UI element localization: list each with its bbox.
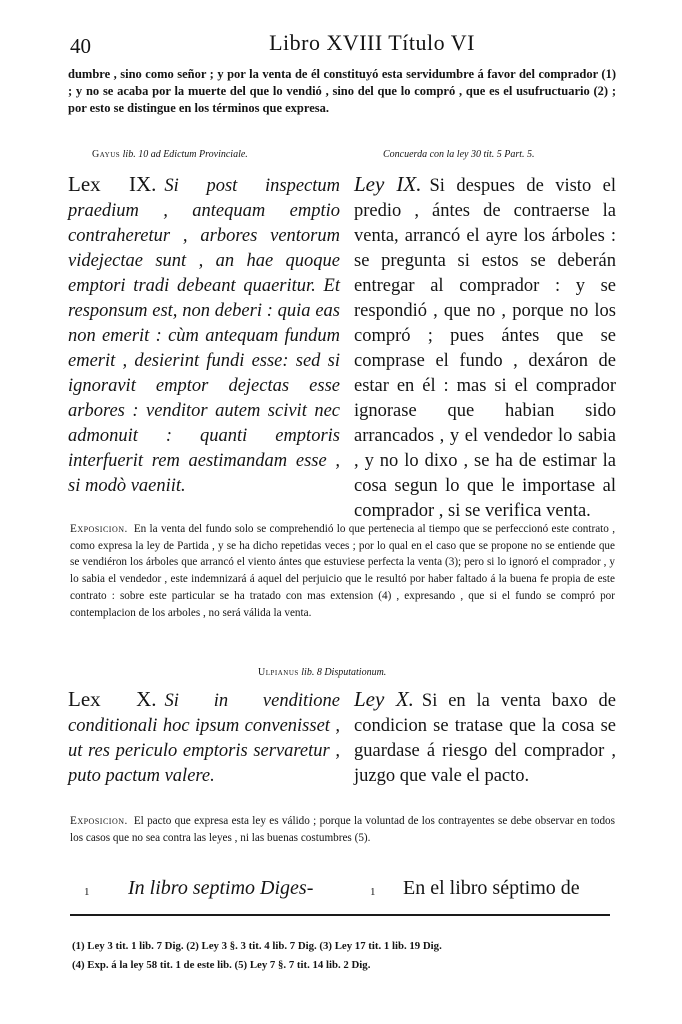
- exposition-label: Exposicion.: [70, 523, 128, 535]
- page-number: 40: [70, 34, 91, 58]
- spanish-law-number: Ley IX.: [354, 172, 422, 196]
- paragraph-number-latin: 1: [84, 886, 90, 898]
- exposition-paragraph: [70, 813, 615, 846]
- latin-law-column: [68, 687, 340, 789]
- paragraph-number-spanish: 1: [370, 886, 376, 898]
- spanish-law-text: Si en la venta baxo de condicion se tratase que la cosa se guardase á riesgo del comprador , juzgo que vale el pacto.: [354, 691, 616, 786]
- running-header-title: Libro XVIII Título VI: [269, 30, 475, 55]
- footnote-line: (1) Ley 3 tit. 1 lib. 7 Dig. (2) Ley 3 §. 3 tit. 4 lib. 7 Dig. (3) Ley 17 tit. 1 lib. 19 Dig.: [72, 940, 442, 952]
- latin-paragraph-start: In libro septimo Diges-: [128, 877, 314, 899]
- exposition-label: Exposicion.: [70, 815, 128, 827]
- source-author: Gayus: [92, 149, 121, 160]
- footnote-line: (4) Exp. á la ley 58 tit. 1 de este lib. (5) Ley 7 §. 7 tit. 14 lib. 2 Dig.: [72, 959, 371, 971]
- latin-law-number: Lex IX.: [68, 172, 157, 196]
- spanish-law-number: Ley X.: [354, 687, 414, 711]
- spanish-law-text: Si despues de visto el predio , ántes de contraerse la venta, arrancó el ayre los árboles : se pregunta si estos se deberán entregar al comprador : y se respondió , que no , porque no los compró ; pues ántes que se comprase el fundo , dexáron de estar en él : mas si el comprador ignorase que habian sido arrancados , y el vendedor lo sabia , y no lo dixo , se ha de estimar la cosa segun lo que le importase al comprador , si se verifica venta.: [354, 176, 616, 521]
- latin-law-text: Si post inspectum praedium , antequam emptio contraheretur , arbores ventorum videjectae sunt , an hae quoque emptori tradi debeant quaeritur. Et responsum est, non deberi : quia eas non emerit : cùm antequam fundum emerit , desierint fundi esse: sed si ignoravit emptor dejectas esse arbores : venditor autem scivit nec admonuit : quanti emptoris interfuerit rem aestimandam esse , si modò vaeniit.: [68, 176, 340, 496]
- footnote-divider: [70, 914, 610, 916]
- source-work: lib. 10 ad Edictum Provinciale.: [122, 149, 248, 160]
- exposition-paragraph: [70, 521, 615, 621]
- exposition-text: El pacto que expresa esta ley es válido ; porque la voluntad de los contrayentes se debe observar en todos los casos que no sea contra las leyes , ni las buenas costumbres (5).: [70, 815, 615, 844]
- continuation-paragraph: dumbre , sino como señor ; y por la venta de él constituyó esta servidumbre á favor del comprador (1) ; y no se acaba por la muerte del que lo vendió , sino del que lo compró , que es el usufructuario (2) ; por esto se distingue en los términos que expresa.: [68, 67, 616, 115]
- latin-law-text: Si in venditione conditionali hoc ipsum convenisset , ut res periculo emptoris servaretur , puto pactum valere.: [68, 691, 340, 786]
- source-author: Ulpianus: [258, 667, 299, 678]
- spanish-law-column: [354, 172, 616, 524]
- latin-law-column: [68, 172, 340, 499]
- latin-source-citation: [258, 667, 386, 678]
- concordance-citation: Concuerda con la ley 30 tit. 5 Part. 5.: [383, 149, 535, 160]
- latin-law-number: Lex X.: [68, 687, 157, 711]
- spanish-paragraph-start: En el libro séptimo de: [403, 877, 580, 899]
- spanish-law-column: [354, 687, 616, 789]
- exposition-text: En la venta del fundo solo se comprehendió lo que pertenecia al tiempo que se perfeccionó este contrato , como expresa la ley de Partida , y se ha dicho repetidas veces ; por lo qual en el caso que se propone no se entiende que se vendiéron los árboles que arrancó el viento ántes que estuviese perfecta la venta (3); pero si lo ignoró el comprador , y lo sabia el vendedor , este indemnizará á aquel del perjuicio que le resultó por haber faltado á la buena fe propia de este contrato : sobre este particular se ha tratado con mas extension (4) , expresando , que si el fundo se compró por contemplacion de los arboles , no será válida la venta.: [70, 523, 615, 619]
- source-work: lib. 8 Disputationum.: [301, 667, 387, 678]
- latin-source-citation: [92, 149, 248, 160]
